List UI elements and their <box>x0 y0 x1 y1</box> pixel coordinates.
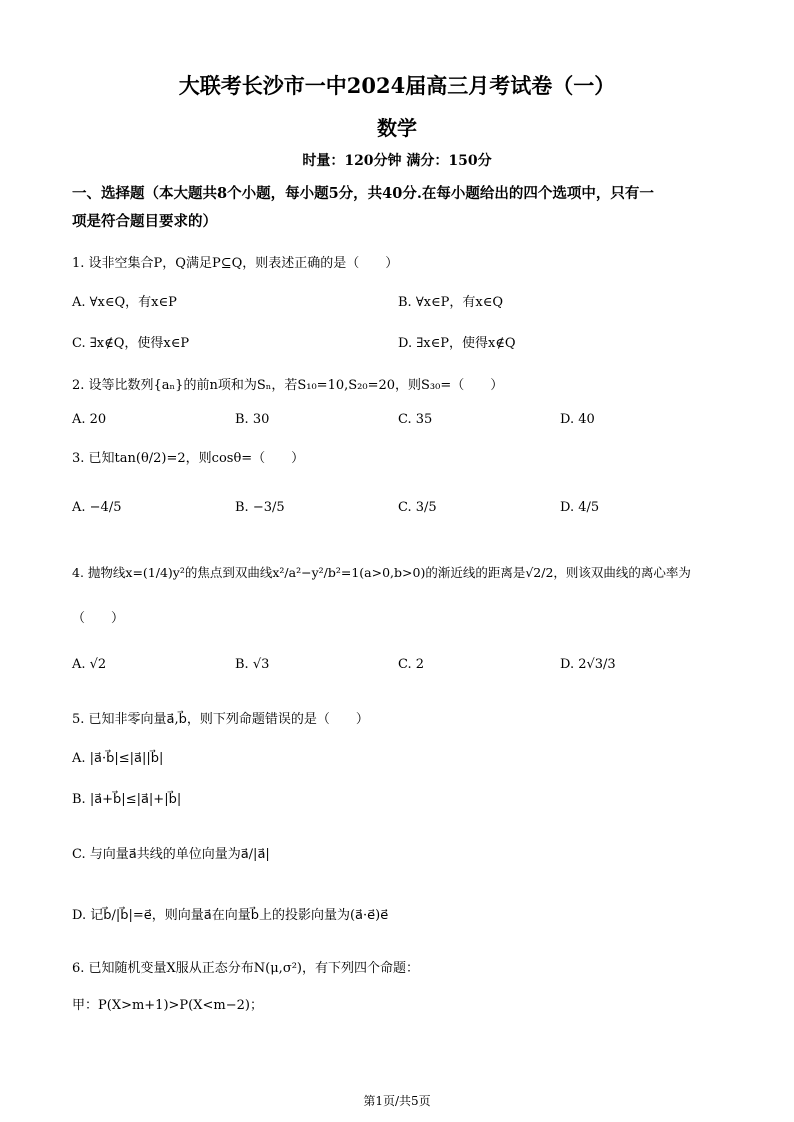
question-4-stem-line2: （ ） <box>72 611 125 626</box>
question-2-stem: 2. 设等比数列{aₙ}的前n项和为Sₙ，若S₁₀=10,S₂₀=20，则S₃₀=（ ） <box>72 378 504 393</box>
section-heading-line1: 一、选择题（本大题共8个小题，每小题5分，共40分.在每小题给出的四个选项中，只有一 <box>72 185 654 202</box>
question-2-option-c: C. 35 <box>398 412 433 427</box>
question-6-stem: 6. 已知随机变量X服从正态分布N(μ,σ²)，有下列四个命题： <box>72 961 419 976</box>
question-1-stem: 1. 设非空集合P，Q满足P⊆Q，则表述正确的是（ ） <box>72 256 399 271</box>
question-2-option-a: A. 20 <box>72 412 107 427</box>
page-title: 大联考长沙市一中2024届高三月考试卷（一） <box>178 73 616 98</box>
question-4-option-a: A. √2 <box>72 657 107 672</box>
question-3-option-c: C. 3/5 <box>398 500 437 515</box>
question-4-option-b: B. √3 <box>235 657 270 672</box>
question-4-stem-line1: 4. 抛物线x=(1/4)y²的焦点到双曲线x²/a²−y²/b²=1(a>0,b>0)的渐近线的距离是√2/2，则该双曲线的离心率为 <box>72 565 691 580</box>
question-1-option-c: C. ∃x∉Q，使得x∈P <box>72 336 190 351</box>
question-2-option-d: D. 40 <box>560 412 595 427</box>
question-1-option-d: D. ∃x∈P，使得x∉Q <box>398 336 516 351</box>
question-5-option-d: D. 记b⃗/|b⃗|=e⃗，则向量a⃗在向量b⃗上的投影向量为(a⃗·e⃗)e⃗ <box>72 908 389 923</box>
subject-title: 数学 <box>377 116 417 140</box>
page-footer: 第1页/共5页 <box>363 1094 431 1108</box>
question-4-option-c: C. 2 <box>398 657 425 672</box>
question-6-proposition-jia: 甲：P(X>m+1)>P(X<m−2)； <box>72 998 263 1013</box>
question-1-option-a: A. ∀x∈Q，有x∈P <box>72 295 177 310</box>
question-5-stem: 5. 已知非零向量a⃗,b⃗，则下列命题错误的是（ ） <box>72 712 369 727</box>
question-3-option-d: D. 4/5 <box>560 500 600 515</box>
time-score-line: 时量：120分钟 满分：150分 <box>302 153 492 169</box>
question-3-option-a: A. −4/5 <box>72 500 122 515</box>
question-5-option-b: B. |a⃗+b⃗|≤|a⃗|+|b⃗| <box>72 792 182 807</box>
question-5-option-a: A. |a⃗·b⃗|≤|a⃗||b⃗| <box>72 751 164 766</box>
question-2-option-b: B. 30 <box>235 412 270 427</box>
question-5-option-c: C. 与向量a⃗共线的单位向量为a⃗/|a⃗| <box>72 847 270 862</box>
question-3-option-b: B. −3/5 <box>235 500 285 515</box>
question-3-stem: 3. 已知tan(θ/2)=2，则cosθ=（ ） <box>72 451 305 466</box>
section-heading-line2: 项是符合题目要求的） <box>72 213 217 230</box>
question-4-option-d: D. 2√3/3 <box>560 657 616 672</box>
question-1-option-b: B. ∀x∈P，有x∈Q <box>398 295 503 310</box>
